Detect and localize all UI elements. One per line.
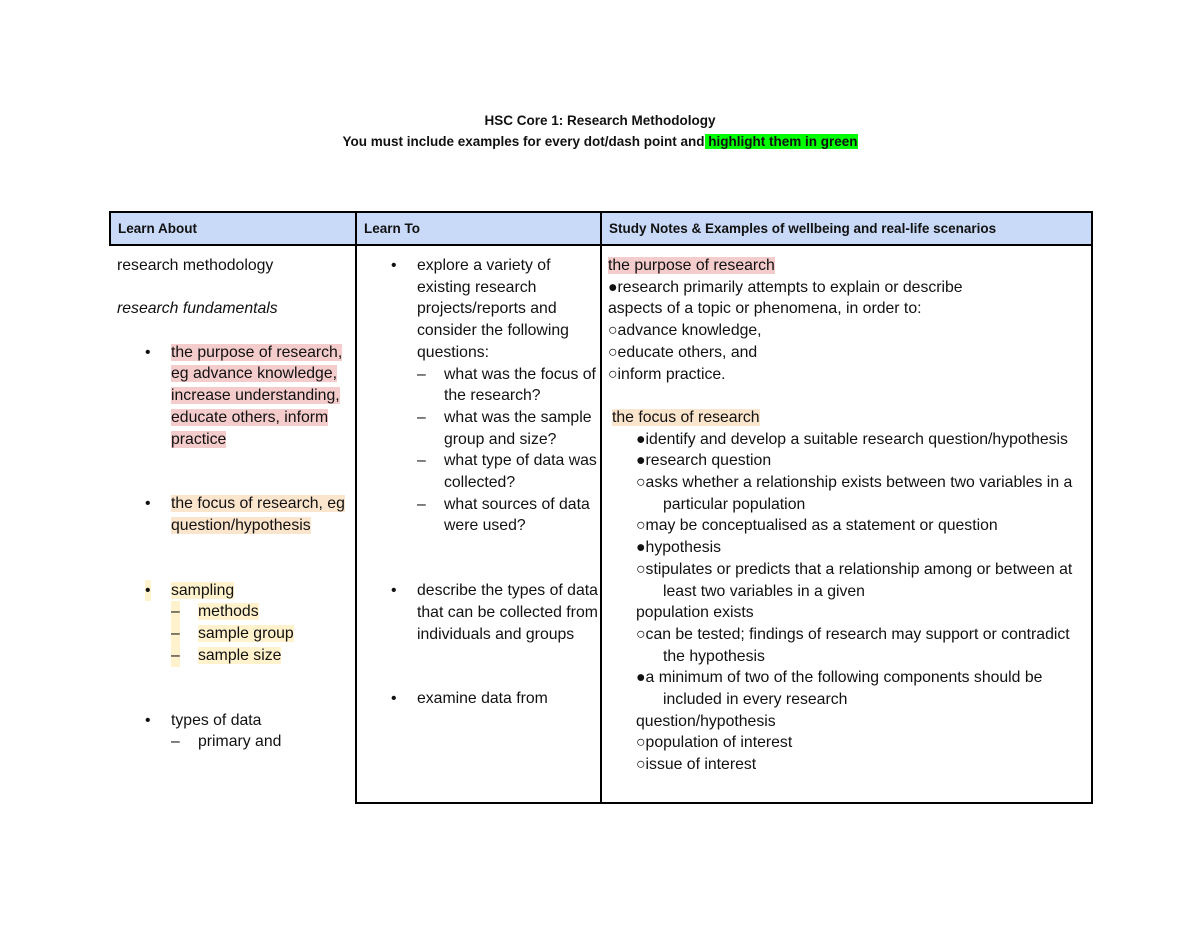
dash-icon: – (171, 601, 180, 623)
bullet-purpose (145, 342, 353, 451)
syllabus-table (109, 211, 1093, 804)
header-learn-to: Learn To (355, 211, 602, 246)
study-notes-cell (608, 255, 1088, 776)
describe-text: describe the types of data that can be collected from individuals and groups (417, 582, 598, 643)
topic-research-fundamentals: research fundamentals (117, 300, 278, 318)
note-line: ●research primarily attempts to explain or describe (608, 278, 963, 296)
note-line: ○educate others, and (608, 343, 758, 361)
types-sublist (171, 731, 353, 753)
note-line: ○asks whether a relationship exists between two variables in a particular population (636, 474, 1073, 513)
bullet-sampling (145, 580, 353, 667)
note-line: ○can be tested; findings of research may support or contradict the hypothesis (636, 625, 1070, 665)
table-bottom-border (355, 802, 1093, 804)
learn-to-cell (363, 255, 599, 710)
bullet-examine (391, 688, 599, 710)
sampling-item: methods (198, 603, 259, 621)
sampling-item: sample size (198, 646, 282, 664)
note-line: ○advance knowledge, (608, 322, 762, 340)
sampling-sublist (171, 601, 353, 623)
dash-icon: – (417, 408, 426, 426)
examine-text: examine data from (417, 690, 548, 708)
learn-about-cell (117, 255, 353, 753)
types-text: types of data (171, 711, 262, 729)
sampling-sublist (171, 623, 353, 645)
note-line: aspects of a topic or phenomena, in order to: (608, 300, 922, 318)
bullet-explore (391, 255, 599, 537)
column-divider-2 (600, 244, 602, 804)
note-line: ○stipulates or predicts that a relationship among or between at least two variables in a given (636, 560, 1073, 600)
bullet-icon: • (391, 690, 397, 708)
note-line: ●identify and develop a suitable research question/hypothesis (636, 430, 1068, 448)
title-line-1: HSC Core 1: Research Methodology (484, 113, 716, 128)
note-line: question/hypothesis (636, 712, 776, 730)
focus-text: the focus of research, eg question/hypothesis (171, 495, 345, 534)
column-divider-1 (355, 244, 357, 804)
question-item (417, 494, 599, 537)
instruction-text: You must include examples for every dot/dash point and (342, 134, 705, 149)
question-text: what sources of data were used? (444, 495, 590, 535)
question-text: what type of data was collected? (444, 452, 597, 492)
dash-icon: – (417, 365, 426, 383)
types-item: primary and (198, 733, 282, 751)
question-item (417, 450, 599, 493)
topic-research-methodology: research methodology (117, 257, 274, 274)
dash-icon: – (171, 733, 180, 751)
bullet-icon: • (145, 495, 151, 513)
note-line: ●a minimum of two of the following components should be included in every research (636, 669, 1043, 709)
table-right-border (1091, 244, 1093, 804)
note-line: ○inform practice. (608, 365, 726, 383)
explore-text: explore a variety of existing research projects/reports and consider the following questions: (417, 257, 569, 361)
sampling-sublist (171, 645, 353, 667)
question-text: what was the sample group and size? (444, 408, 592, 448)
header-study-notes: Study Notes & Examples of wellbeing and real-life scenarios (600, 211, 1093, 246)
bullet-icon: • (391, 257, 397, 274)
purpose-text: the purpose of research, eg advance knowledge, increase understanding, educate others, inform practice (171, 343, 343, 448)
question-item (417, 407, 599, 450)
question-item (417, 364, 599, 407)
note-line: ○may be conceptualised as a statement or question (636, 517, 998, 535)
note-line: population exists (636, 604, 754, 622)
purpose-heading: the purpose of research (608, 257, 775, 274)
document-title (0, 110, 1200, 152)
bullet-types-of-data (145, 710, 353, 753)
bullet-icon: • (391, 582, 397, 600)
bullet-icon: • (145, 580, 151, 602)
header-learn-about: Learn About (109, 211, 357, 246)
question-text: what was the focus of the research? (444, 365, 596, 405)
bullet-icon: • (145, 343, 151, 361)
bullet-describe (391, 580, 599, 645)
title-line-2 (0, 131, 1200, 152)
dash-icon: – (171, 623, 180, 645)
green-highlight-text: highlight them in green (704, 134, 858, 149)
note-line: ●hypothesis (636, 539, 722, 557)
sampling-text: sampling (171, 581, 235, 599)
dash-icon: – (417, 452, 426, 470)
bullet-focus (145, 493, 353, 536)
dash-icon: – (171, 645, 180, 667)
sampling-item: sample group (198, 625, 294, 643)
note-line: ○population of interest (636, 734, 793, 752)
dash-icon: – (417, 495, 426, 513)
bullet-icon: • (145, 711, 151, 729)
focus-heading: the focus of research (612, 408, 760, 426)
note-line: ○issue of interest (636, 756, 757, 774)
note-line: ●research question (636, 452, 772, 470)
